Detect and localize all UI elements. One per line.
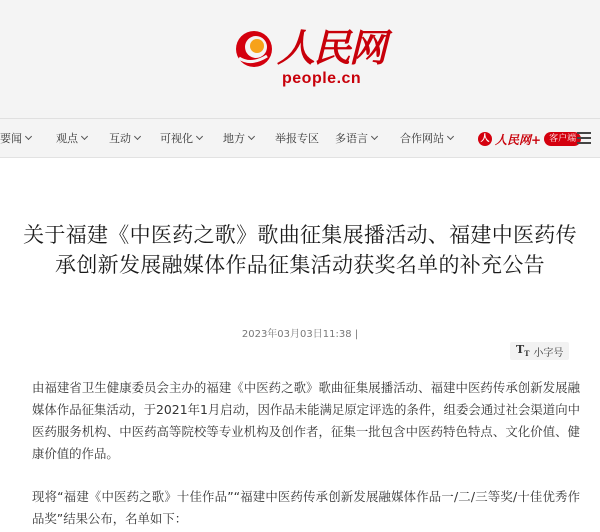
chevron-down-icon	[81, 133, 88, 140]
nav-item-report[interactable]	[275, 132, 319, 146]
font-size-toggle-label: 小字号	[533, 347, 564, 359]
article-datetime: 2023年03月03日11:38 |	[241, 329, 359, 340]
nav-item-opinion[interactable]	[56, 132, 87, 146]
app-download-link[interactable]	[478, 130, 581, 148]
nav-item-label: 地方	[223, 132, 245, 145]
nav-item-label: 互动	[109, 132, 131, 145]
article-title: 关于福建《中医药之歌》歌曲征集展播活动、福建中医药传承创新发展融媒体作品征集活动获奖名单的补充公告	[23, 223, 577, 277]
article-paragraph: 现将“福建《中医药之歌》十佳作品”“福建中医药传承创新发展融媒体作品一/二/三等奖/十佳优秀作品奖”结果公布，名单如下：	[32, 489, 580, 526]
hamburger-menu-icon[interactable]	[577, 132, 591, 144]
chevron-down-icon	[25, 133, 32, 140]
nav-item-visual[interactable]	[160, 132, 202, 146]
nav-item-label: 举报专区	[275, 132, 319, 145]
app-logo-icon: 人	[478, 132, 492, 146]
chevron-down-icon	[248, 133, 255, 140]
main-nav	[0, 118, 600, 158]
people-logo-icon	[233, 28, 275, 70]
nav-item-label: 观点	[56, 132, 78, 145]
nav-item-news[interactable]	[0, 132, 31, 146]
nav-item-label: 可视化	[160, 132, 193, 145]
logo-domain-text: people.cn	[282, 70, 362, 87]
nav-item-interact[interactable]	[109, 132, 140, 146]
app-badge: 客户端	[544, 132, 581, 146]
font-size-toggle[interactable]	[510, 342, 569, 360]
article-paragraph: 由福建省卫生健康委员会主办的福建《中医药之歌》歌曲征集展播活动、福建中医药传承创新发展融媒体作品征集活动，于2021年1月启动，因作品未能满足原定评选的条件，组委会通过社会渠道向中医药服务机构、中医药高等院校等专业机构及创作者，征集一批包含中医药特色特点、文化价值、健康价值的作品。	[32, 380, 580, 461]
site-logo[interactable]	[233, 22, 386, 92]
nav-item-local[interactable]	[223, 132, 254, 146]
nav-item-partners[interactable]	[400, 132, 453, 146]
nav-item-languages[interactable]	[335, 132, 377, 146]
chevron-down-icon	[371, 133, 378, 140]
chevron-down-icon	[196, 133, 203, 140]
chevron-down-icon	[134, 133, 141, 140]
nav-item-label: 合作网站	[400, 132, 444, 145]
nav-item-label: 多语言	[335, 132, 368, 145]
site-header	[0, 0, 600, 118]
text-size-icon: $T_T$	[516, 343, 530, 359]
nav-item-label: 要闻	[0, 132, 22, 145]
app-name: 人民网+	[495, 132, 542, 147]
chevron-down-icon	[447, 133, 454, 140]
logo-chinese-text: 人民网	[277, 25, 386, 70]
